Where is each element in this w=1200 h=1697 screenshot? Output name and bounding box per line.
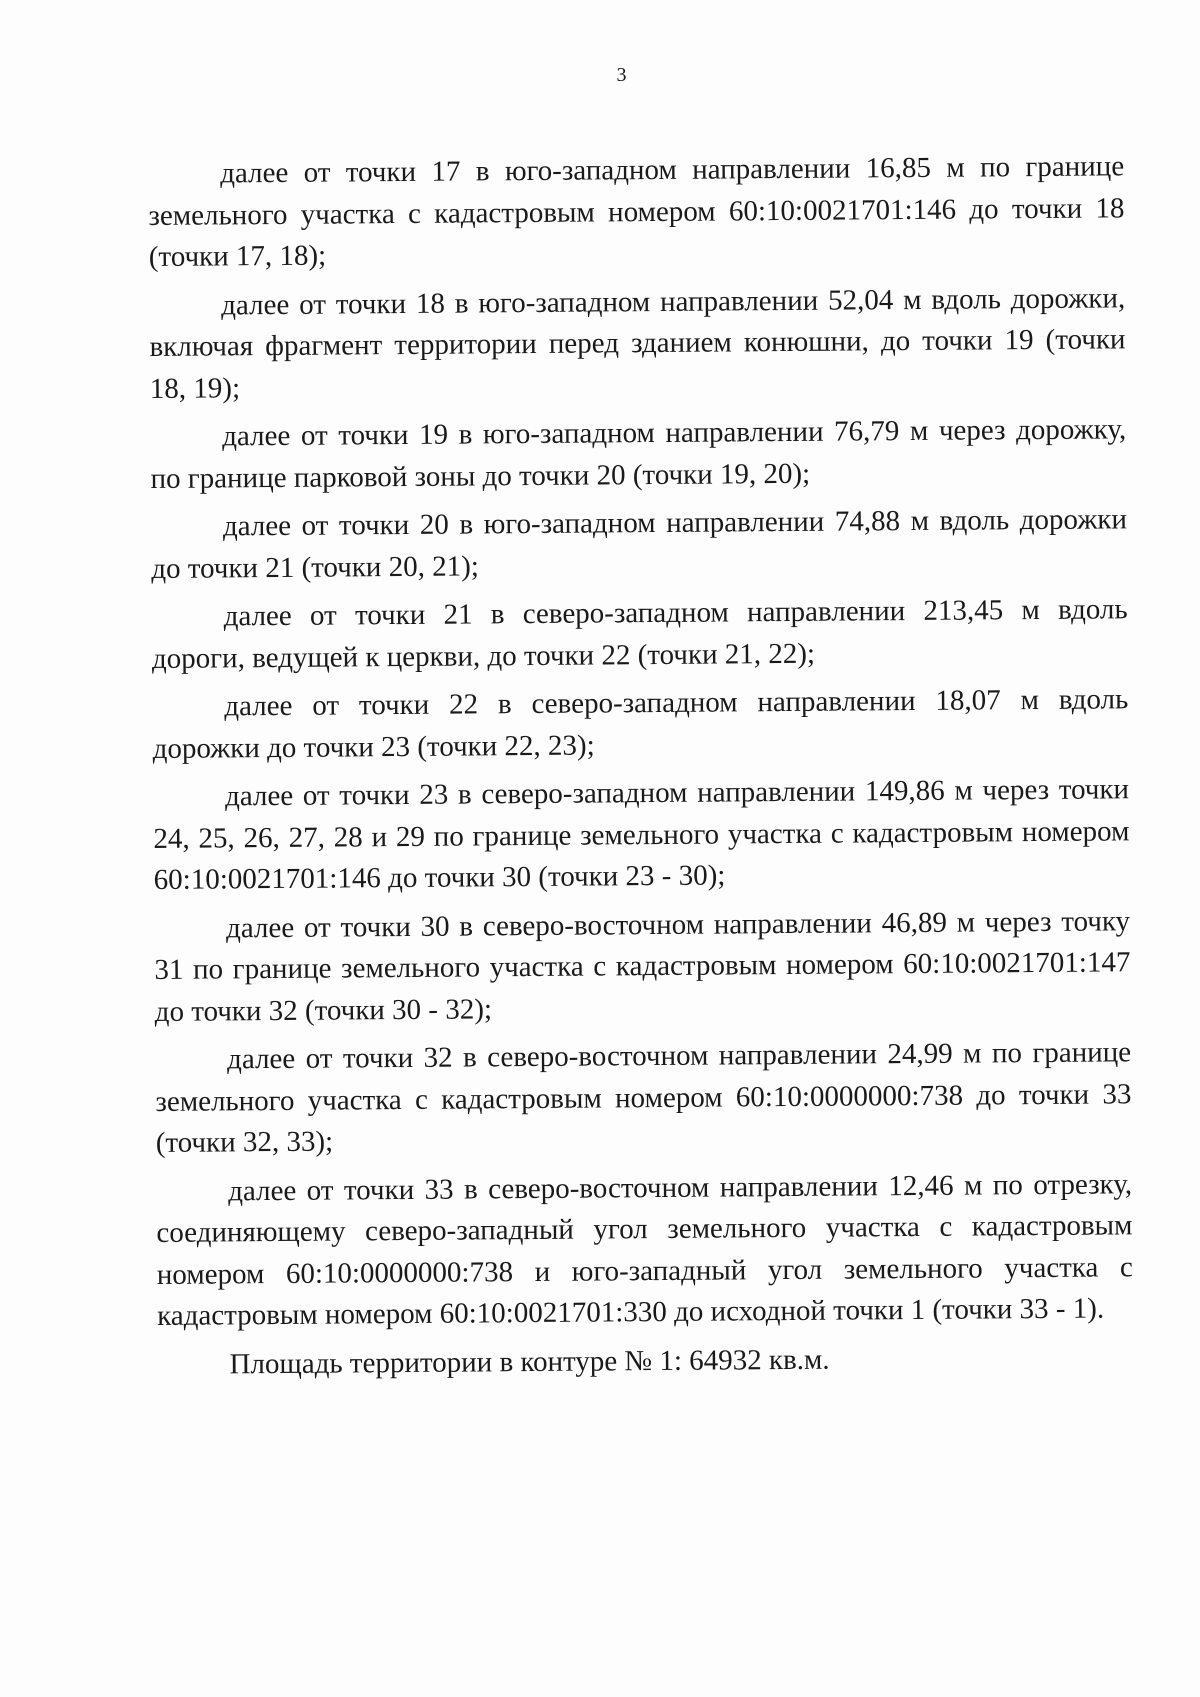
paragraph-point-33: далее от точки 33 в северо-восточном направлении 12,46 м по отрезку, соединяющему северо-западный угол земельного участка с кадастровым номером 60:10:0000000:738 и юго-западный угол земельного участка с кадастровым номером 60:10:0021701:330 до исходной точки 1 (точки 33 - 1). xyxy=(156,1167,1133,1332)
paragraph-point-32: далее от точки 32 в северо-восточном направлении 24,99 м по границе земельного участка с кадастровым номером 60:10:0000000:738 до точки 33 (точки 32, 33); xyxy=(155,1036,1132,1159)
paragraph-point-23: далее от точки 23 в северо-западном направлении 149,86 м через точки 24, 25, 26, 27, 28 и 29 по границе земельного участка с кадастровым номером 60:10:0021701:146 до точки 30 (точки 23 - 30); xyxy=(153,773,1130,896)
paragraph-point-18: далее от точки 18 в юго-западном направлении 52,04 м вдоль дорожки, включая фрагмент территории перед зданием конюшни, до точки 19 (точки 18, 19); xyxy=(149,281,1126,405)
paragraph-point-22: далее от точки 22 в северо-западном направлении 18,07 м вдоль дорожки до точки 23 (точки 22, 23); xyxy=(152,683,1129,765)
paragraph-point-17: далее от точки 17 в юго-западном направлении 16,85 м по границе земельного участка с кадастровым номером 60:10:0021701:146 до точки 18 (точки 17, 18); xyxy=(148,150,1125,273)
area-statement: Площадь территории в контуре № 1: 64932 кв.м. xyxy=(229,1343,830,1380)
page-number: 3 xyxy=(616,64,627,86)
paragraph-point-30: далее от точки 30 в северо-восточном направлении 46,89 м через точку 31 по границе земельного участка с кадастровым номером 60:10:0021701:147 до точки 32 (точки 30 - 32); xyxy=(154,904,1131,1028)
paragraph-point-19: далее от точки 19 в юго-западном направлении 76,79 м через дорожку, по границе парковой зоны до точки 20 (точки 19, 20); xyxy=(150,413,1127,495)
paragraph-point-21: далее от точки 21 в северо-западном направлении 213,45 м вдоль дороги, ведущей к церкви, до точки 22 (точки 21, 22); xyxy=(151,593,1128,675)
document-body xyxy=(148,146,1134,1386)
paragraph-point-20: далее от точки 20 в юго-западном направлении 74,88 м вдоль дорожки до точки 21 (точки 20, 21); xyxy=(151,503,1128,585)
